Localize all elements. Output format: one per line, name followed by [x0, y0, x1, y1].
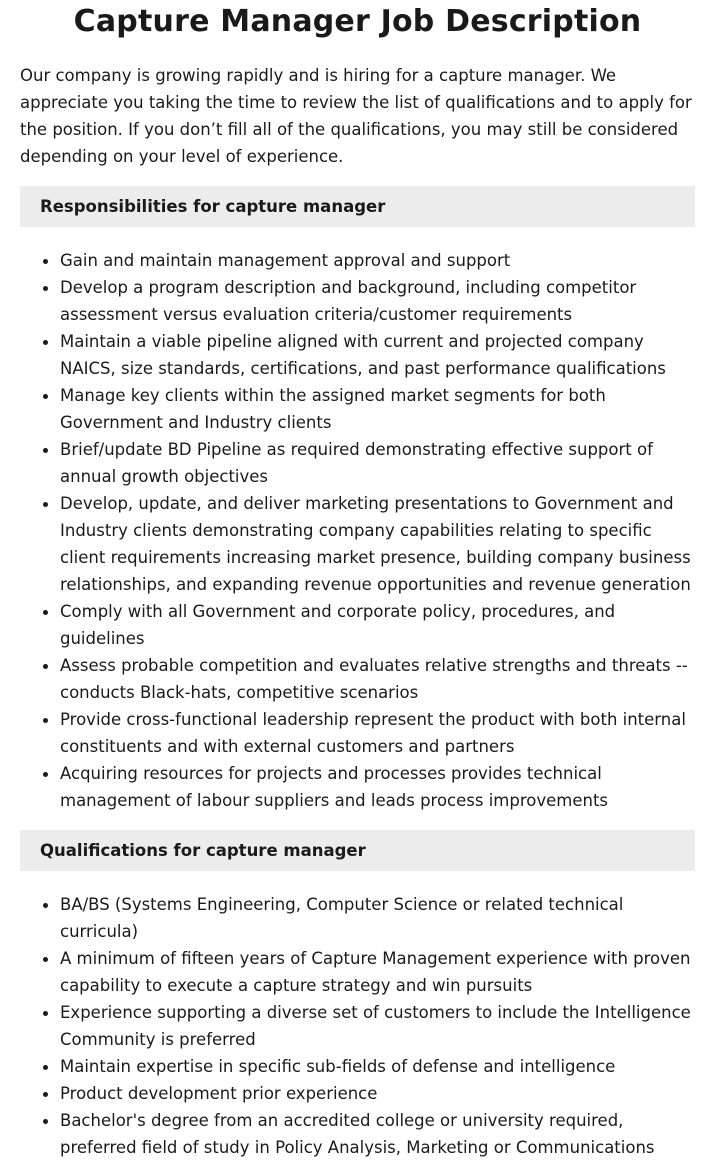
list-item-text: Provide cross-functional leadership represent the product with both internal constituents and with external customers and partners — [60, 710, 686, 756]
list-item-text: Develop, update, and deliver marketing presentations to Government and Industry clients demonstrating company capabilities relating to specific client requirements increasing market presence, building company business relationships, and expanding revenue opportunities and revenue generation — [60, 494, 691, 594]
bullet-icon — [43, 664, 48, 669]
list-item — [60, 436, 695, 490]
intro-paragraph: Our company is growing rapidly and is hiring for a capture manager. We appreciate you taking the time to review the list of qualifications and to apply for the position. If you don’t fill all of the qualifications, you may still be considered depending on your level of experience. — [20, 66, 692, 166]
bullet-icon — [43, 718, 48, 723]
bullet-icon — [43, 340, 48, 345]
list-item-text: Assess probable competition and evaluates relative strengths and threats -- conducts Black-hats, competitive scenarios — [60, 656, 688, 702]
bullet-icon — [43, 394, 48, 399]
list-item-text: Gain and maintain management approval and support — [60, 251, 511, 270]
list-item — [60, 490, 695, 598]
bullet-icon — [43, 1119, 48, 1124]
list-item-text: BA/BS (Systems Engineering, Computer Science or related technical curricula) — [60, 895, 624, 941]
list-item — [60, 706, 695, 760]
list-item — [60, 274, 695, 328]
list-item — [60, 247, 695, 274]
list-item-text: Develop a program description and background, including competitor assessment versus evaluation criteria/customer requirements — [60, 278, 637, 324]
bullet-icon — [43, 1092, 48, 1097]
list-item-text: Manage key clients within the assigned market segments for both Government and Industry clients — [60, 386, 606, 432]
qualifications-list — [20, 891, 695, 1161]
list-item — [60, 760, 695, 814]
list-item — [60, 382, 695, 436]
bullet-icon — [43, 957, 48, 962]
list-item — [60, 328, 695, 382]
list-item-text: A minimum of fifteen years of Capture Management experience with proven capability to execute a capture strategy and win pursuits — [60, 949, 691, 995]
page-title: Capture Manager Job Description — [73, 4, 642, 39]
list-item — [60, 652, 695, 706]
list-item — [60, 891, 695, 945]
bullet-icon — [43, 286, 48, 291]
bullet-icon — [43, 448, 48, 453]
list-item-text: Comply with all Government and corporate policy, procedures, and guidelines — [60, 602, 616, 648]
bullet-icon — [43, 1065, 48, 1070]
list-item-text: Product development prior experience — [60, 1084, 378, 1103]
qualifications-heading: Qualifications for capture manager — [20, 830, 695, 871]
responsibilities-heading: Responsibilities for capture manager — [20, 186, 695, 227]
list-item — [60, 1080, 695, 1107]
list-item-text: Acquiring resources for projects and processes provides technical management of labour suppliers and leads process improvements — [60, 764, 609, 810]
list-item — [60, 945, 695, 999]
list-item — [60, 598, 695, 652]
bullet-icon — [43, 502, 48, 507]
list-item-text: Maintain a viable pipeline aligned with current and projected company NAICS, size standards, certifications, and past performance qualifications — [60, 332, 666, 378]
bullet-icon — [43, 259, 48, 264]
list-item — [60, 1053, 695, 1080]
list-item-text: Experience supporting a diverse set of customers to include the Intelligence Community is preferred — [60, 1003, 691, 1049]
list-item — [60, 1107, 695, 1161]
bullet-icon — [43, 903, 48, 908]
list-item — [60, 999, 695, 1053]
list-item-text: Brief/update BD Pipeline as required demonstrating effective support of annual growth objectives — [60, 440, 653, 486]
responsibilities-list — [20, 247, 695, 814]
bullet-icon — [43, 610, 48, 615]
bullet-icon — [43, 772, 48, 777]
list-item-text: Maintain expertise in specific sub-fields of defense and intelligence — [60, 1057, 616, 1076]
bullet-icon — [43, 1011, 48, 1016]
list-item-text: Bachelor's degree from an accredited college or university required, preferred field of study in Policy Analysis, Marketing or Communications — [60, 1111, 655, 1157]
